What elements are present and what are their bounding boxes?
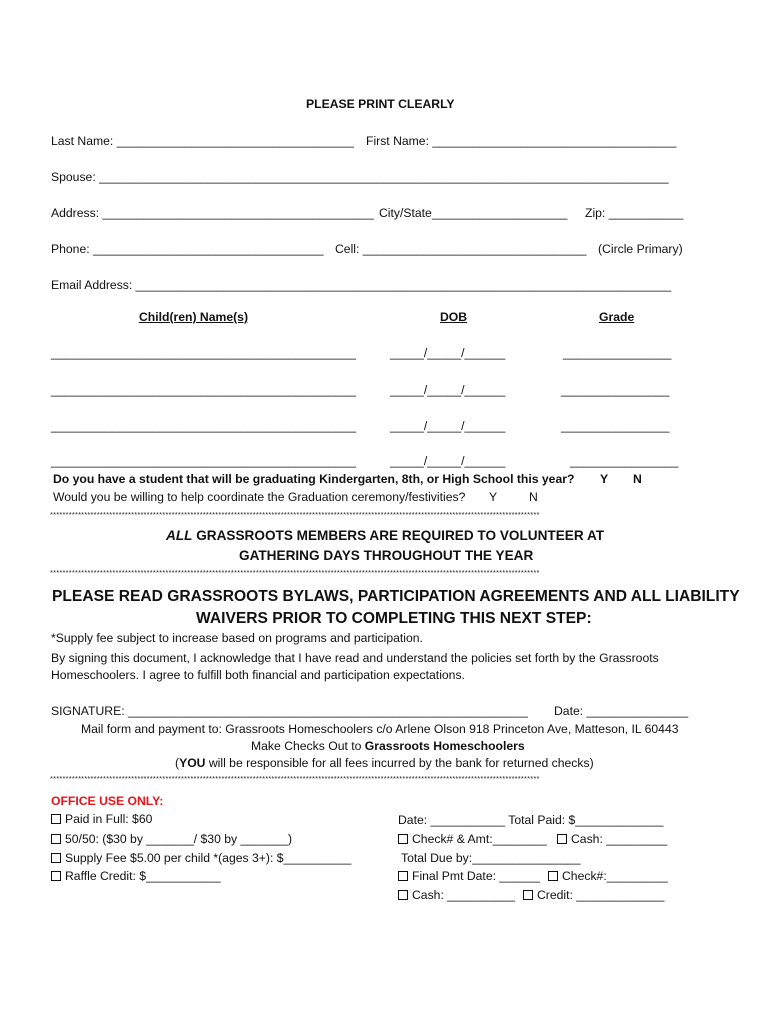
signature-field[interactable]: SIGNATURE: ___________________________________________________________	[51, 704, 528, 718]
zip-field[interactable]: Zip: ___________	[585, 206, 684, 220]
office-use-title: OFFICE USE ONLY:	[51, 794, 164, 808]
dob-header: DOB	[440, 310, 468, 324]
cash2-row	[398, 888, 515, 902]
email-field[interactable]: Email Address: _______________________________________________________________________________	[51, 278, 672, 292]
coordinate-question: Would you be willing to help coordinate the Graduation ceremony/festivities?	[53, 490, 466, 504]
cell-field[interactable]: Cell: _________________________________	[335, 242, 587, 256]
circle-primary-note: (Circle Primary)	[598, 242, 683, 256]
graduation-yes[interactable]: Y	[600, 472, 609, 486]
raffle-credit-label: Raffle Credit: $___________	[65, 869, 221, 883]
child-grade-input[interactable]: ________________	[570, 454, 679, 468]
check-num-label: Check#:_________	[562, 869, 668, 883]
volunteer-line1-text: GRASSROOTS MEMBERS ARE REQUIRED TO VOLUNTEER AT	[192, 528, 605, 543]
separator: *************************************************************************************************************************************************************	[50, 774, 540, 783]
credit-label: Credit: _____________	[537, 888, 665, 902]
cash-row	[557, 832, 667, 846]
child-name-input[interactable]: _____________________________________________	[51, 346, 357, 360]
checks-prefix: Make Checks Out to	[251, 739, 365, 753]
check-num-checkbox[interactable]	[548, 871, 558, 881]
phone-field[interactable]: Phone: __________________________________	[51, 242, 324, 256]
city-state-field[interactable]: City/State____________________	[379, 206, 568, 220]
mailing-address: Mail form and payment to: Grassroots Homeschoolers c/o Arlene Olson 918 Princeton Ave, Matteson, IL 60443	[81, 722, 679, 736]
graduation-no[interactable]: N	[633, 472, 642, 486]
cash-label: Cash: _________	[571, 832, 668, 846]
returned-checks-text: will be responsible for all fees incurred by the bank for returned checks)	[205, 756, 594, 770]
raffle-credit-row	[51, 869, 221, 883]
child-name-input[interactable]: _____________________________________________	[51, 383, 357, 397]
supply-fee-label: Supply Fee $5.00 per child *(ages 3+): $__________	[65, 851, 352, 865]
first-name-field[interactable]: First Name: ____________________________________	[366, 134, 677, 148]
total-due-by[interactable]: Total Due by:________________	[401, 851, 581, 865]
final-pmt-row	[398, 869, 540, 883]
child-dob-input[interactable]: _____/_____/______	[390, 346, 506, 360]
check-amt-row	[398, 832, 547, 846]
last-name-field[interactable]: Last Name: ___________________________________	[51, 134, 354, 148]
cash2-checkbox[interactable]	[398, 890, 408, 900]
credit-row	[523, 888, 664, 902]
fifty-fifty-row	[51, 832, 292, 846]
returned-checks-you: YOU	[179, 756, 206, 770]
credit-checkbox[interactable]	[523, 890, 533, 900]
supply-fee-checkbox[interactable]	[51, 853, 61, 863]
date-total-paid[interactable]: Date: ___________ Total Paid: $_____________	[398, 813, 664, 827]
grade-header: Grade	[599, 310, 635, 324]
fifty-fifty-label: 50/50: ($30 by _______/ $30 by _______)	[65, 832, 293, 846]
returned-checks-note: (YOU will be responsible for all fees incurred by the bank for returned checks)	[175, 756, 594, 770]
bylaws-line2: WAIVERS PRIOR TO COMPLETING THIS NEXT STEP:	[196, 610, 592, 627]
coordinate-no[interactable]: N	[529, 490, 538, 504]
volunteer-emphasis: ALL	[166, 528, 193, 543]
separator: *************************************************************************************************************************************************************	[50, 568, 540, 577]
cash2-label: Cash: __________	[412, 888, 516, 902]
signature-date-field[interactable]: Date: _______________	[554, 704, 689, 718]
fifty-fifty-checkbox[interactable]	[51, 834, 61, 844]
child-dob-input[interactable]: _____/_____/______	[390, 454, 506, 468]
bylaws-line1: PLEASE READ GRASSROOTS BYLAWS, PARTICIPATION AGREEMENTS AND ALL LIABILITY	[52, 588, 740, 605]
check-amt-label: Check# & Amt:________	[412, 832, 547, 846]
acknowledgment-line2: Homeschoolers. I agree to fulfill both financial and participation expectations.	[51, 668, 465, 682]
child-name-input[interactable]: _____________________________________________	[51, 454, 357, 468]
child-name-input[interactable]: _____________________________________________	[51, 419, 357, 433]
graduation-question: Do you have a student that will be graduating Kindergarten, 8th, or High School this year?	[53, 472, 575, 486]
supply-fee-note: *Supply fee subject to increase based on programs and participation.	[51, 631, 423, 645]
child-dob-input[interactable]: _____/_____/______	[390, 419, 506, 433]
checks-payee: Grassroots Homeschoolers	[364, 739, 525, 753]
volunteer-line1	[166, 528, 604, 543]
acknowledgment-line1: By signing this document, I acknowledge that I have read and understand the policies set forth by the Grassroots	[51, 651, 659, 665]
check-num-row	[548, 869, 668, 883]
paid-in-full-row	[51, 812, 152, 826]
cash-checkbox[interactable]	[557, 834, 567, 844]
final-pmt-checkbox[interactable]	[398, 871, 408, 881]
children-name-header: Child(ren) Name(s)	[139, 310, 249, 324]
separator: *************************************************************************************************************************************************************	[50, 510, 540, 519]
volunteer-line2: GATHERING DAYS THROUGHOUT THE YEAR	[239, 548, 534, 563]
supply-fee-row	[51, 851, 351, 865]
check-amt-checkbox[interactable]	[398, 834, 408, 844]
page-title: PLEASE PRINT CLEARLY	[306, 97, 455, 111]
coordinate-yes[interactable]: Y	[489, 490, 498, 504]
checks-payable	[251, 739, 525, 753]
child-dob-input[interactable]: _____/_____/______	[390, 383, 506, 397]
child-grade-input[interactable]: ________________	[561, 383, 670, 397]
final-pmt-label: Final Pmt Date: ______	[412, 869, 541, 883]
paid-in-full-checkbox[interactable]	[51, 814, 61, 824]
spouse-field[interactable]: Spouse: ____________________________________________________________________________________	[51, 170, 669, 184]
child-grade-input[interactable]: ________________	[563, 346, 672, 360]
address-field[interactable]: Address: ________________________________________	[51, 206, 374, 220]
child-grade-input[interactable]: ________________	[561, 419, 670, 433]
raffle-credit-checkbox[interactable]	[51, 871, 61, 881]
paid-in-full-label: Paid in Full: $60	[65, 812, 153, 826]
